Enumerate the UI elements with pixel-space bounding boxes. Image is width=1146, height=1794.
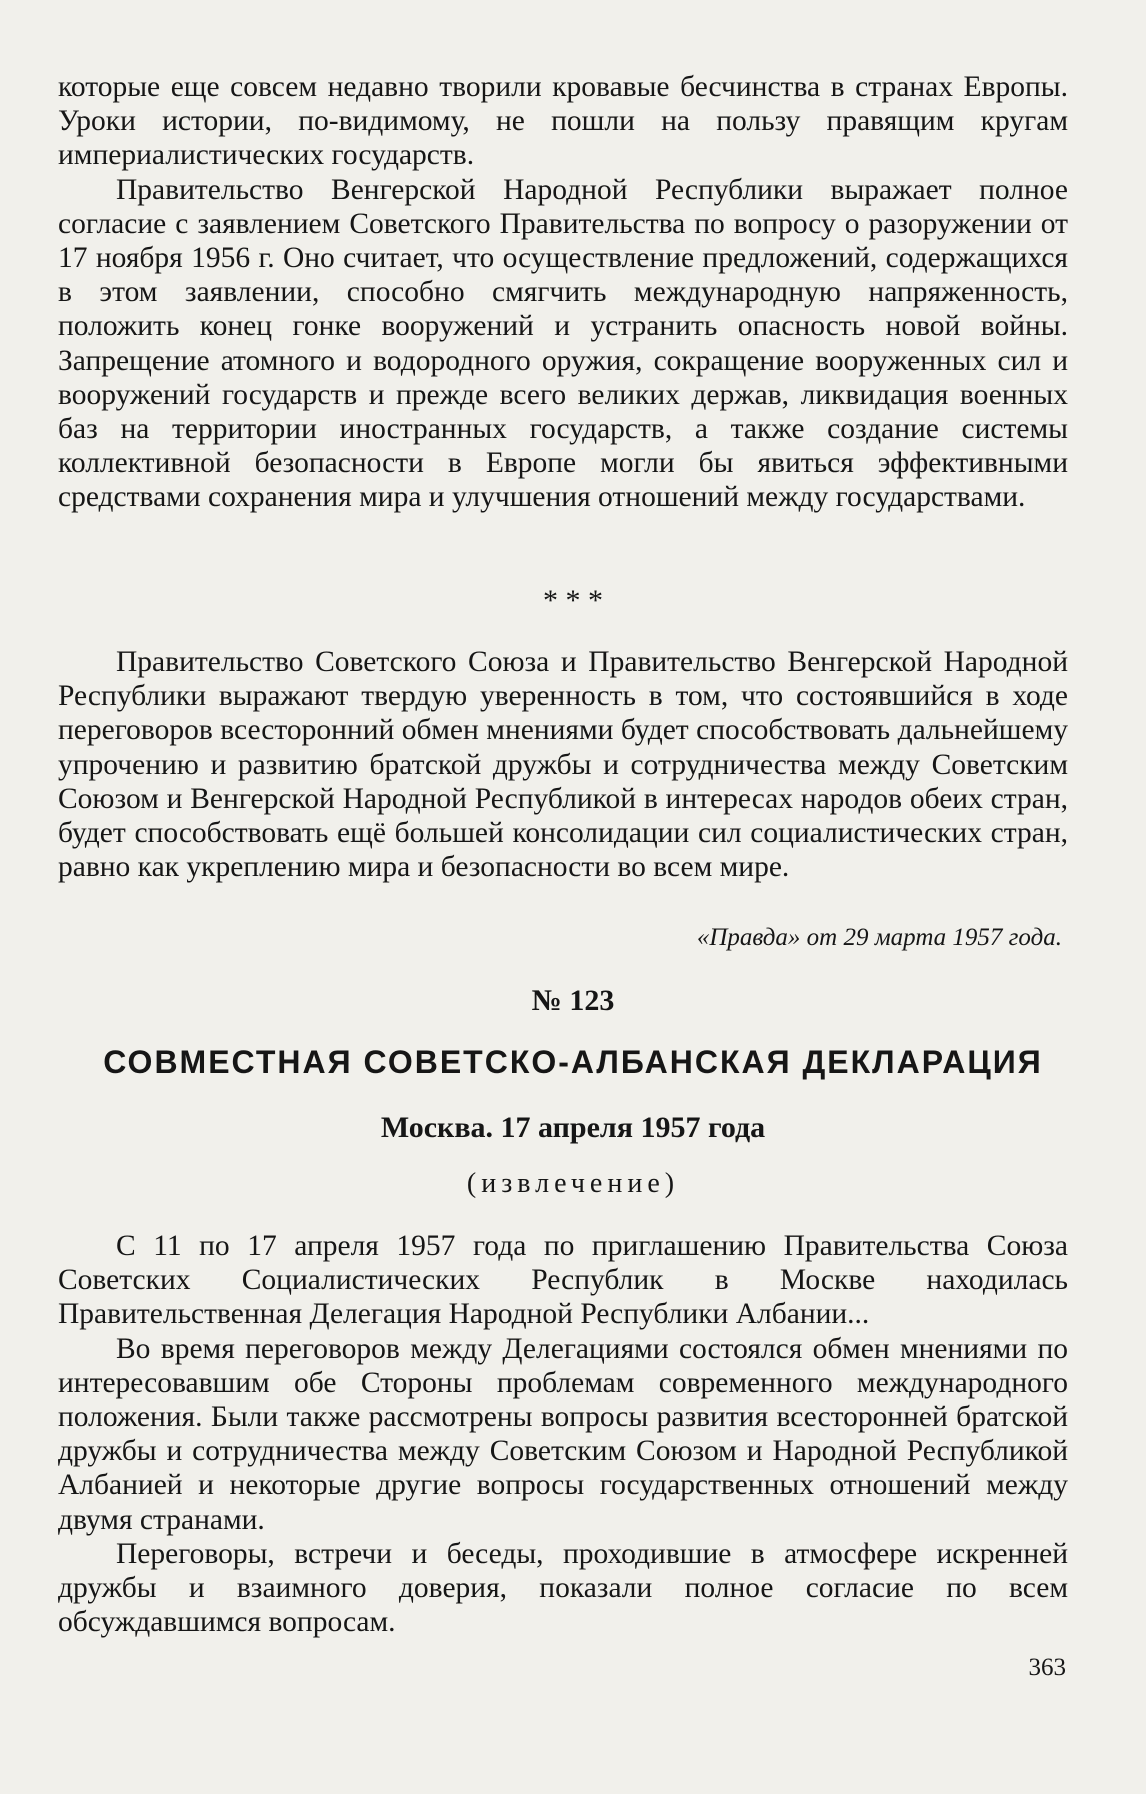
document-place-date: Москва. 17 апреля 1957 года (380, 1111, 766, 1144)
paragraph-delegation-visit: С 11 по 17 апреля 1957 года по приглашению Правительства Союза Советских Социалистических Республик в Москве находилась Правительственная Делегация Народной Республики Албании... (58, 1230, 1068, 1331)
paragraph-hungary-statement: Правительство Венгерской Народной Республики выражает полное согласие с заявлением Советского Правительства по вопросу о разоружении от 17 ноября 1956 г. Оно считает, что осуществление предложений, содержащихся в этом заявлении, способно смягчить международную напряженность, положить конец гонке вооружений и устранить опасность новой войны. Запрещение атомного и водородного оружия, сокращение вооруженных сил и вооружений государств и прежде всего великих держав, ликвидация военных баз на территории иностранных государств, а также создание системы коллективной безопасности в Европе могли бы явиться эффективными средствами сохранения мира и улучшения отношений между государствами. (58, 173, 1068, 514)
section-separator: * * * (543, 584, 603, 617)
paragraph-agreement: Переговоры, встречи и беседы, проходившие в атмосфере искренней дружбы и взаимного доверия, показали полное согласие по всем обсуждавшимся вопросам. (58, 1537, 1068, 1639)
document-extract-note: (извлечение) (466, 1168, 680, 1199)
top-text-block (58, 70, 1068, 515)
page-number: 363 (1028, 1654, 1066, 1681)
middle-text-block (58, 645, 1068, 884)
paragraph-joint-conclusion: Правительство Советского Союза и Правительство Венгерской Народной Республики выражают твердую уверенность в том, что состоявшийся в ходе переговоров всесторонний обмен мнениями будет способствовать дальнейшему упрочению и развитию братской дружбы и сотрудничества между Советским Союзом и Венгерской Народной Республикой в интересах народов обеих стран, будет способствовать ещё большей консолидации сил социалистических стран, равно как укреплению мира и безопасности во всем мире. (58, 646, 1068, 884)
document-title: СОВМЕСТНАЯ СОВЕТСКО-АЛБАНСКАЯ ДЕКЛАРАЦИЯ (103, 1044, 1043, 1080)
document-number: № 123 (531, 984, 615, 1017)
bottom-text-block (58, 1229, 1068, 1639)
source-citation: «Правда» от 29 марта 1957 года. (696, 924, 1062, 951)
paragraph-continuation: которые еще совсем недавно творили кровавые бесчинства в странах Европы. Уроки истории, по-видимому, не пошли на пользу правящим кругам империалистических государств. (58, 71, 1068, 172)
paragraph-negotiations: Во время переговоров между Делегациями состоялся обмен мнениями по интересовавшим обе Стороны проблемам современного международного положения. Были также рассмотрены вопросы развития всесторонней братской дружбы и сотрудничества между Советским Союзом и Народной Республикой Албанией и некоторые другие вопросы государственных отношений между двумя странами. (58, 1332, 1068, 1536)
